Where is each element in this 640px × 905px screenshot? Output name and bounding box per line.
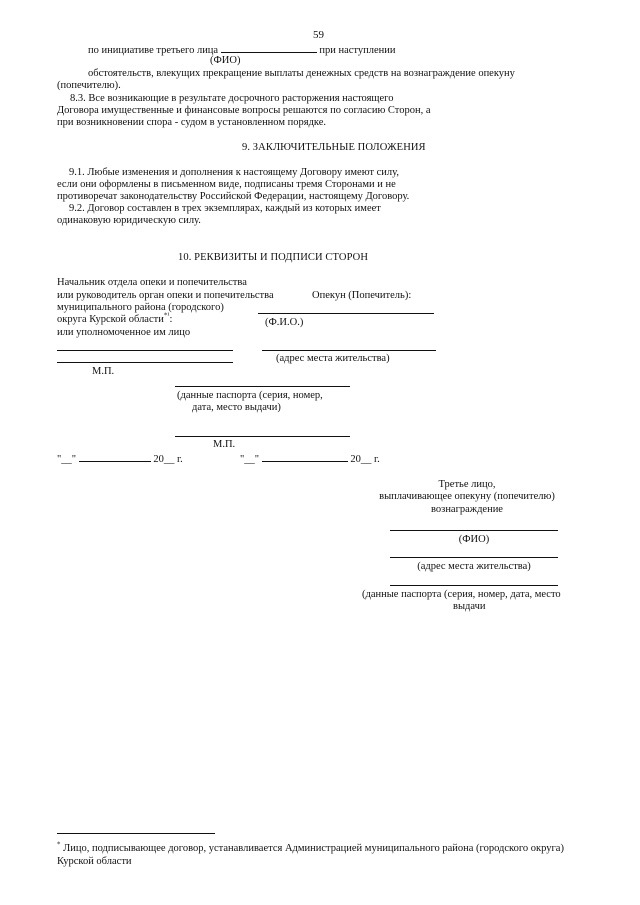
section8-line3: (попечителю). [57,80,121,91]
third-party-passport-line [390,585,558,586]
footnote-ref-mark: *¹ [163,311,170,320]
guardian-address-line [262,350,436,351]
footnote-text-line1: Лицо, подписывающее договор, устанавливается Администрацией муниципального района (городского округа) [63,843,564,854]
date-right [240,452,380,466]
date-right-month-line [262,452,348,462]
guardian-passport-line [175,386,350,387]
section8-line2: обстоятельств, влекущих прекращение выплаты денежных средств на вознаграждение опекуну [88,68,515,79]
guardian-address-caption: (адрес места жительства) [276,353,390,364]
authority-signature-line2 [57,362,233,363]
footnote-separator [57,833,215,834]
authority-line1: Начальник отдела опеки и попечительства [57,277,247,288]
guardian-passport-caption-line1: (данные паспорта (серия, номер, [177,390,323,401]
guardian-fio-caption: (Ф.И.О.) [265,317,304,328]
third-party-line1: Третье лицо, [438,479,496,490]
clause-9-1-line2: если они оформлены в письменном виде, подписаны тремя Сторонами и не [57,179,396,190]
third-party-address-caption: (адрес места жительства) [417,561,531,572]
authority-line5: или уполномоченное им лицо [57,327,191,338]
date-left [57,452,183,466]
section8-line1-b: при наступлении [319,45,396,56]
authority-line4 [57,311,173,326]
date-left-day: "__" [57,454,77,465]
section10-heading: 10. РЕКВИЗИТЫ И ПОДПИСИ СТОРОН [178,252,369,263]
authority-line3: муниципального района (городского) [57,302,224,313]
date-left-year: 20__ г. [153,454,183,465]
clause-9-2-line2: одинаковую юридическую силу. [57,215,201,226]
third-party-signature-line [390,530,558,531]
footnote-line2: Курской области [57,856,132,867]
section8-line1-a: по инициативе третьего лица [88,45,219,56]
clause-9-1-line1: 9.1. Любые изменения и дополнения к настоящему Договору имеют силу, [69,167,399,178]
third-party-line2: выплачивающее опекуну (попечителю) [379,491,555,502]
page-number: 59 [313,29,324,41]
clause-8-3-line1: 8.3. Все возникающие в результате досрочного расторжения настоящего [70,93,394,104]
fio-caption: (ФИО) [210,55,241,66]
guardian-passport-caption-line2: дата, место выдачи) [192,402,281,413]
section9-heading: 9. ЗАКЛЮЧИТЕЛЬНЫЕ ПОЛОЖЕНИЯ [242,142,426,153]
blank-fio-line [221,43,317,53]
third-party-passport-caption-line1: (данные паспорта (серия, номер, дата, место [362,589,561,600]
authority-line2: или руководитель орган опеки и попечительства [57,290,274,301]
third-party-fio-caption: (ФИО) [458,534,490,545]
clause-8-3-line2: Договора имущественные и финансовые вопросы решаются по согласию Сторон, а [57,105,431,116]
mp-left: М.П. [92,366,115,377]
authority-line4-text: округа Курской области [57,314,164,325]
third-party-line3: вознаграждение [431,504,503,515]
third-party-passport-caption-line2: выдачи [453,601,486,612]
date-left-month-line [79,452,151,462]
date-right-day: "__" [240,454,260,465]
clause-8-3-line3: при возникновении спора - судом в установленном порядке. [57,117,327,128]
authority-line4-tail: : [169,314,173,325]
footnote-line1 [57,840,564,855]
authority-signature-line1 [57,350,233,351]
mp-center: М.П. [213,439,236,450]
section8-line1 [88,43,395,57]
guardian-signature-line [258,313,434,314]
guardian-label: Опекун (Попечитель): [312,290,412,301]
date-right-year: 20__ г. [350,454,380,465]
footnote-mark: * [57,840,61,849]
guardian-passport-line2 [175,436,350,437]
third-party-address-line [390,557,558,558]
clause-9-2-line1: 9.2. Договор составлен в трех экземплярах, каждый из которых имеет [69,203,381,214]
clause-9-1-line3: противоречат законодательству Российской Федерации, настоящему Договору. [57,191,410,202]
